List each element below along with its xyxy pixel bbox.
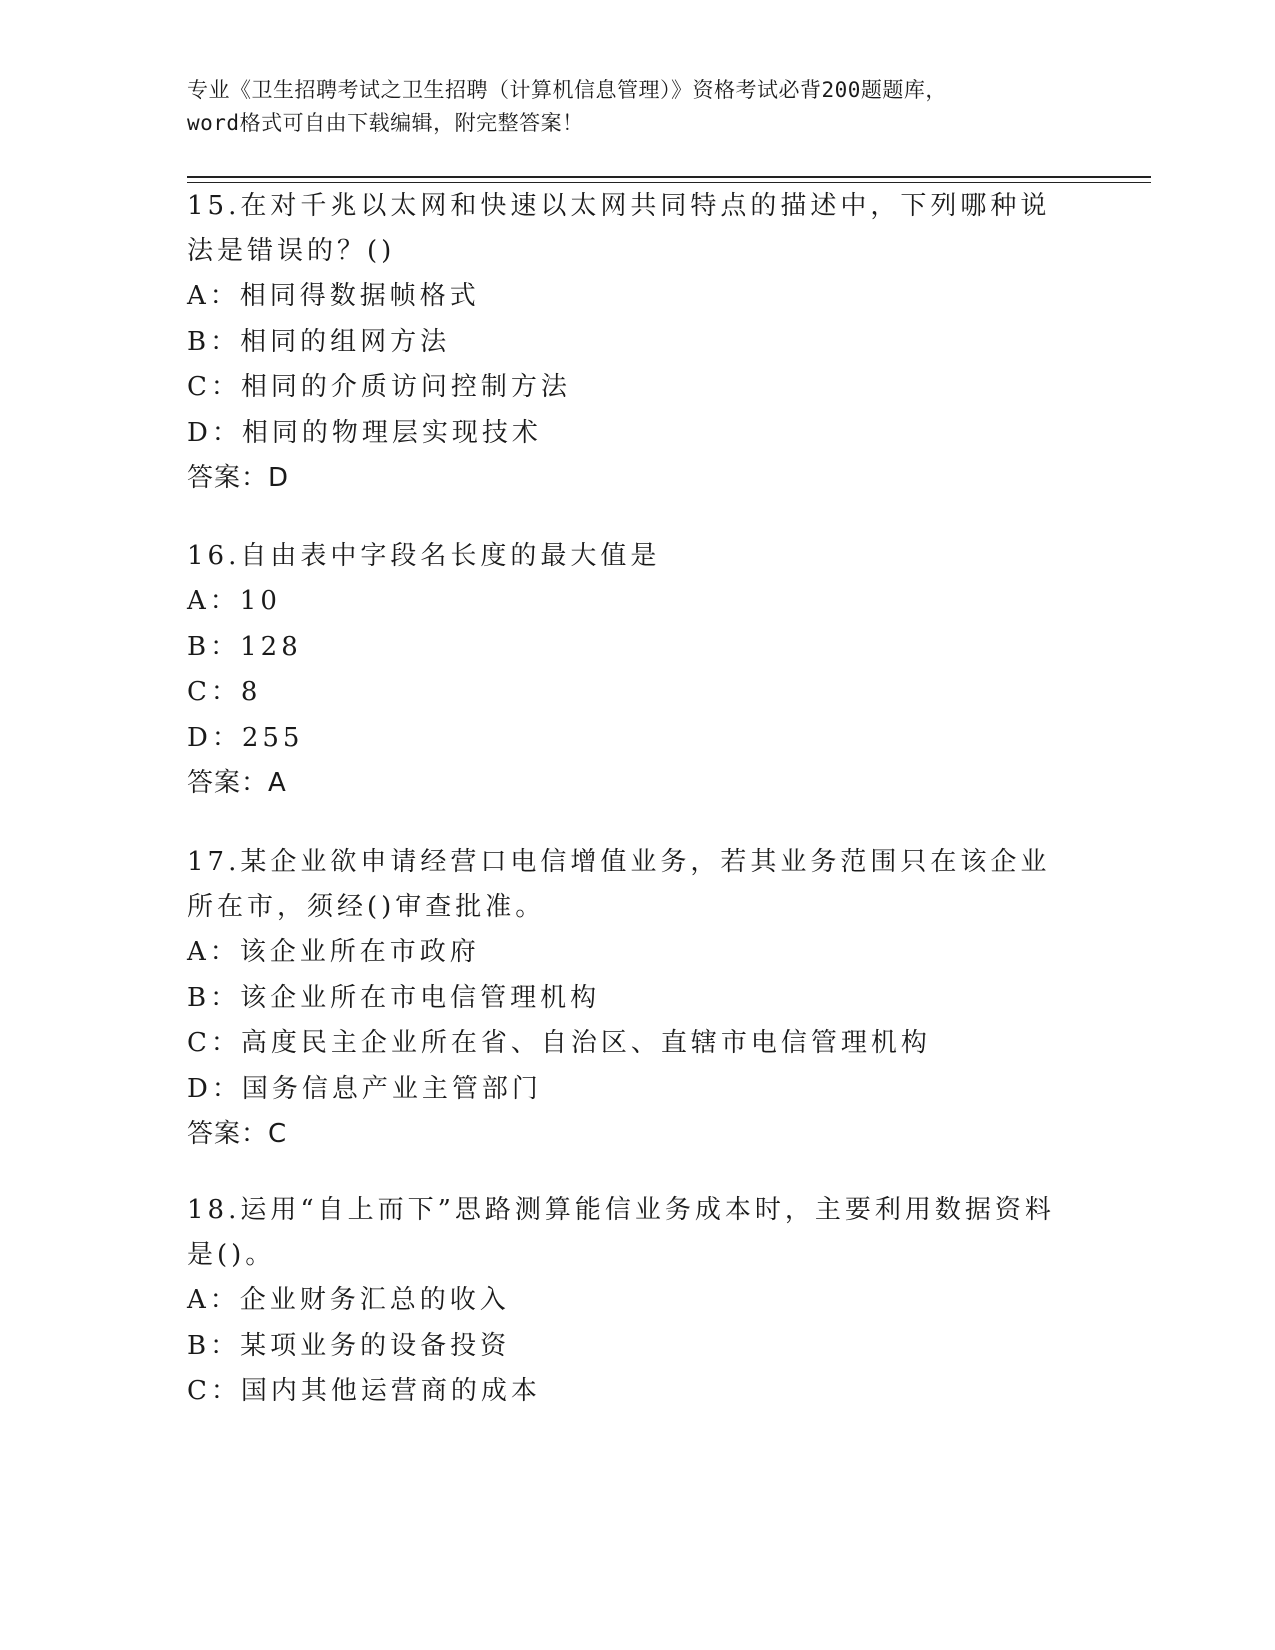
option-d: D：255 (187, 722, 304, 753)
header-rule-thin (187, 182, 1151, 183)
answer-line: 答案：D (187, 463, 290, 493)
option-d: D：相同的物理层实现技术 (187, 417, 542, 448)
header-line-1: 专业《卫生招聘考试之卫生招聘（计算机信息管理）》资格考试必背200题题库， (187, 78, 947, 102)
option-c: C：高度民主企业所在省、自治区、直辖市电信管理机构 (187, 1028, 931, 1058)
question-15 (187, 184, 1087, 502)
question-stem: 16.自由表中字段名长度的最大值是 (187, 541, 661, 571)
answer-line: 答案：A (187, 768, 287, 798)
question-stem: 18.运用“自上而下”思路测算能信业务成本时，主要利用数据资料是()。 (187, 1195, 1055, 1270)
answer-line: 答案：C (187, 1119, 288, 1149)
header-line-2: word格式可自由下载编辑，附完整答案！ (187, 111, 584, 135)
header-rule-thick (187, 176, 1151, 178)
option-b: B：相同的组网方法 (187, 326, 451, 357)
option-b: B：128 (187, 631, 302, 662)
option-c: C：相同的介质访问控制方法 (187, 372, 571, 402)
document-header (187, 74, 1087, 140)
question-18 (187, 1188, 1087, 1415)
option-a: A：该企业所在市政府 (187, 937, 480, 967)
option-b: B：某项业务的设备投资 (187, 1330, 511, 1361)
option-c: C：8 (187, 677, 262, 707)
question-17 (187, 840, 1087, 1158)
question-stem: 17.某企业欲申请经营口电信增值业务，若其业务范围只在该企业所在市，须经()审查批准。 (187, 847, 1051, 922)
question-stem: 15.在对千兆以太网和快速以太网共同特点的描述中，下列哪种说法是错误的？() (187, 191, 1051, 266)
question-16 (187, 534, 1087, 807)
option-a: A：企业财务汇总的收入 (187, 1285, 510, 1315)
option-c: C：国内其他运营商的成本 (187, 1376, 541, 1406)
option-d: D：国务信息产业主管部门 (187, 1073, 542, 1104)
option-a: A：10 (187, 586, 281, 616)
option-a: A：相同得数据帧格式 (187, 281, 480, 311)
option-b: B：该企业所在市电信管理机构 (187, 982, 601, 1013)
